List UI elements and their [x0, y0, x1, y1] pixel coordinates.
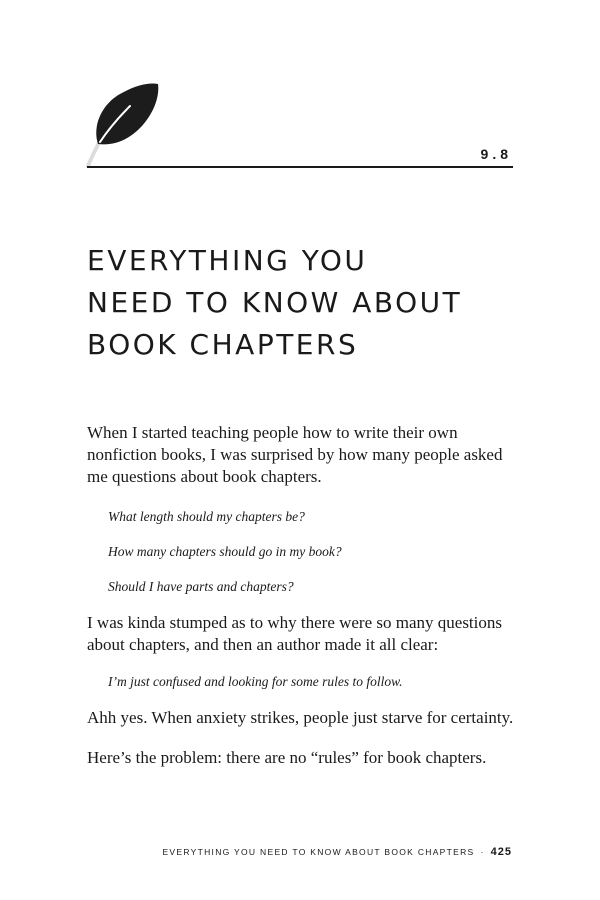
- chapter-title-line-1: EVERYTHING YOU: [87, 244, 368, 277]
- chapter-title-line-3: BOOK CHAPTERS: [87, 328, 359, 361]
- page-footer: [162, 846, 512, 858]
- header-divider: [87, 166, 513, 168]
- question-parts: Should I have parts and chapters?: [108, 579, 294, 594]
- page-number: 425: [490, 846, 512, 858]
- running-title: EVERYTHING YOU NEED TO KNOW ABOUT BOOK CHAPTERS: [162, 847, 475, 857]
- paragraph-anxiety: Ahh yes. When anxiety strikes, people just starve for certainty.: [87, 708, 514, 727]
- chapter-title-line-2: NEED TO KNOW ABOUT: [87, 286, 463, 319]
- body-text: [87, 422, 519, 769]
- paragraph-intro: When I started teaching people how to write their own nonfiction books, I was surprised by how many people asked me questions about book chapters.: [87, 423, 503, 486]
- paragraph-stumped: I was kinda stumped as to why there were so many questions about chapters, and then an author made it all clear:: [87, 613, 502, 654]
- author-quote: I’m just confused and looking for some rules to follow.: [108, 674, 403, 689]
- paragraph-problem: Here’s the problem: there are no “rules” for book chapters.: [87, 748, 487, 767]
- question-chapter-length: What length should my chapters be?: [108, 509, 305, 524]
- footer-separator: ·: [480, 847, 485, 857]
- section-number: 9.8: [480, 146, 512, 162]
- chapter-title: [87, 240, 517, 366]
- question-chapter-count: How many chapters should go in my book?: [108, 544, 342, 559]
- feather-icon: [86, 80, 162, 168]
